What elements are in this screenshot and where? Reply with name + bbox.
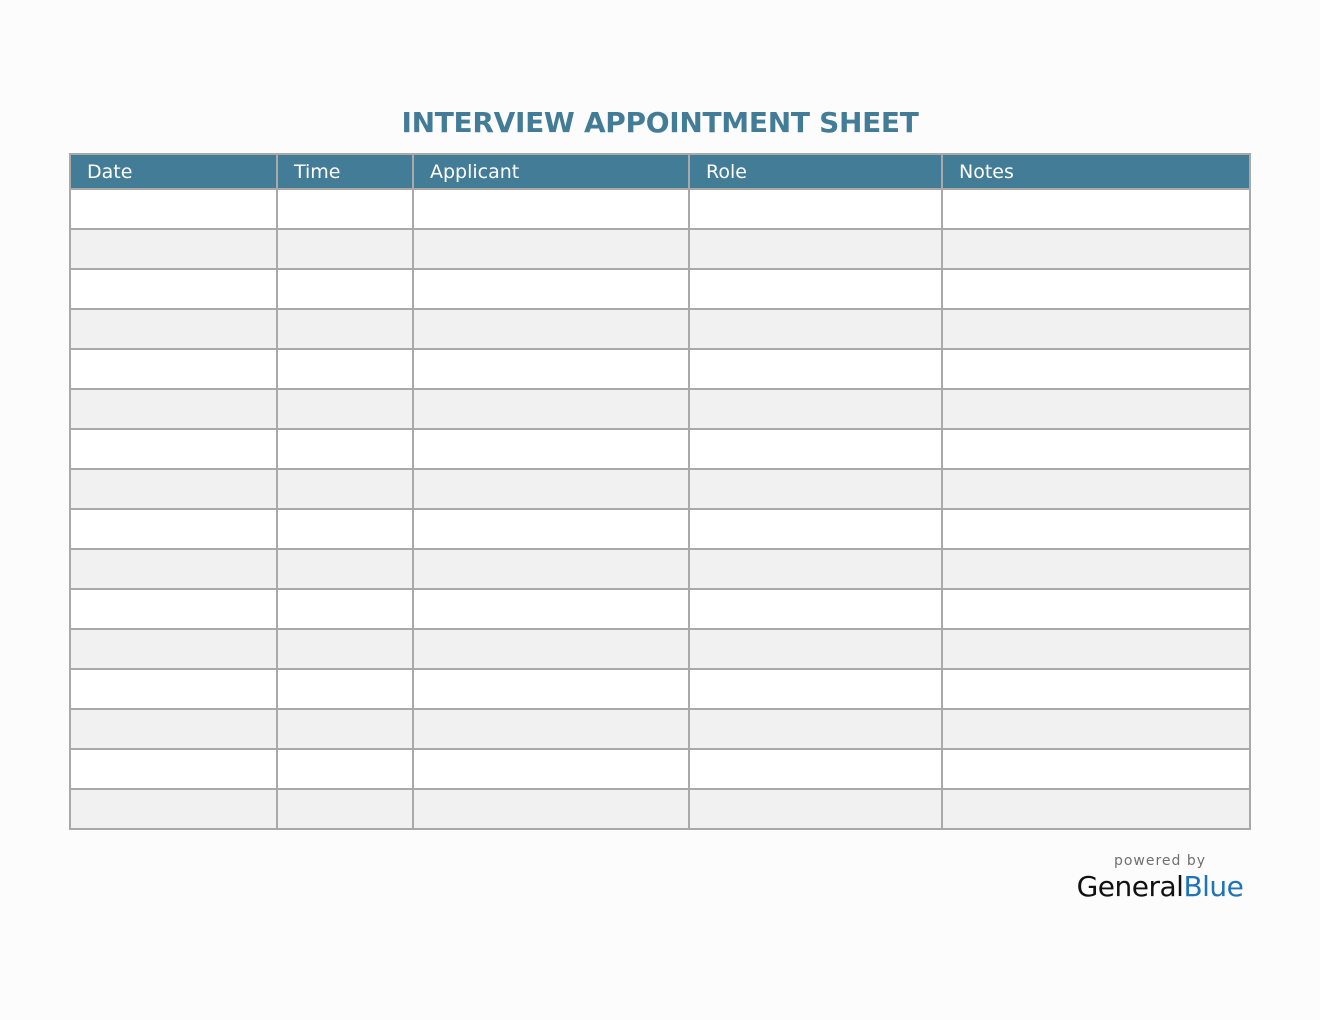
cell-applicant[interactable] (413, 509, 689, 549)
cell-date[interactable] (70, 189, 277, 229)
table-row (70, 389, 1250, 429)
page-title: INTERVIEW APPOINTMENT SHEET (401, 106, 919, 139)
table-body (70, 189, 1250, 829)
table-row (70, 189, 1250, 229)
cell-time[interactable] (277, 629, 413, 669)
table-row (70, 549, 1250, 589)
table-row (70, 309, 1250, 349)
cell-applicant[interactable] (413, 429, 689, 469)
table-row (70, 469, 1250, 509)
cell-applicant[interactable] (413, 789, 689, 829)
cell-time[interactable] (277, 349, 413, 389)
cell-date[interactable] (70, 509, 277, 549)
cell-applicant[interactable] (413, 669, 689, 709)
cell-applicant[interactable] (413, 389, 689, 429)
table-row (70, 629, 1250, 669)
cell-notes[interactable] (942, 309, 1250, 349)
cell-role[interactable] (689, 789, 942, 829)
cell-applicant[interactable] (413, 309, 689, 349)
cell-time[interactable] (277, 789, 413, 829)
table-row (70, 349, 1250, 389)
cell-time[interactable] (277, 389, 413, 429)
cell-date[interactable] (70, 549, 277, 589)
cell-applicant[interactable] (413, 629, 689, 669)
cell-date[interactable] (70, 229, 277, 269)
cell-notes[interactable] (942, 669, 1250, 709)
column-header-applicant: Applicant (413, 154, 689, 189)
cell-date[interactable] (70, 629, 277, 669)
column-header-time: Time (277, 154, 413, 189)
cell-time[interactable] (277, 229, 413, 269)
cell-applicant[interactable] (413, 749, 689, 789)
cell-date[interactable] (70, 749, 277, 789)
cell-date[interactable] (70, 309, 277, 349)
cell-date[interactable] (70, 469, 277, 509)
cell-notes[interactable] (942, 709, 1250, 749)
cell-applicant[interactable] (413, 269, 689, 309)
cell-date[interactable] (70, 349, 277, 389)
cell-notes[interactable] (942, 229, 1250, 269)
table-row (70, 509, 1250, 549)
cell-notes[interactable] (942, 389, 1250, 429)
cell-applicant[interactable] (413, 229, 689, 269)
branding (1060, 852, 1260, 904)
table-row (70, 749, 1250, 789)
powered-by-text: powered by (1113, 853, 1207, 869)
cell-role[interactable] (689, 269, 942, 309)
cell-date[interactable] (70, 589, 277, 629)
logo-text-blue: Blue (1183, 870, 1244, 903)
cell-applicant[interactable] (413, 549, 689, 589)
cell-role[interactable] (689, 309, 942, 349)
cell-applicant[interactable] (413, 189, 689, 229)
cell-role[interactable] (689, 389, 942, 429)
cell-applicant[interactable] (413, 589, 689, 629)
cell-notes[interactable] (942, 749, 1250, 789)
general-blue-logo (1060, 870, 1260, 904)
cell-applicant[interactable] (413, 709, 689, 749)
column-header-role: Role (689, 154, 942, 189)
cell-date[interactable] (70, 389, 277, 429)
table-row (70, 789, 1250, 829)
cell-notes[interactable] (942, 349, 1250, 389)
cell-role[interactable] (689, 549, 942, 589)
cell-role[interactable] (689, 509, 942, 549)
cell-notes[interactable] (942, 589, 1250, 629)
table-row (70, 269, 1250, 309)
cell-role[interactable] (689, 749, 942, 789)
cell-time[interactable] (277, 269, 413, 309)
cell-date[interactable] (70, 429, 277, 469)
cell-role[interactable] (689, 629, 942, 669)
cell-role[interactable] (689, 429, 942, 469)
cell-notes[interactable] (942, 629, 1250, 669)
appointment-table (69, 153, 1251, 830)
cell-role[interactable] (689, 709, 942, 749)
cell-notes[interactable] (942, 509, 1250, 549)
cell-notes[interactable] (942, 549, 1250, 589)
cell-applicant[interactable] (413, 469, 689, 509)
column-header-notes: Notes (942, 154, 1250, 189)
table-row (70, 669, 1250, 709)
cell-time[interactable] (277, 509, 413, 549)
cell-time[interactable] (277, 429, 413, 469)
cell-role[interactable] (689, 349, 942, 389)
table-row (70, 429, 1250, 469)
table-header-row (70, 154, 1250, 189)
cell-time[interactable] (277, 709, 413, 749)
cell-notes[interactable] (942, 469, 1250, 509)
cell-date[interactable] (70, 709, 277, 749)
cell-date[interactable] (70, 789, 277, 829)
table-row (70, 589, 1250, 629)
cell-notes[interactable] (942, 269, 1250, 309)
cell-time[interactable] (277, 749, 413, 789)
cell-notes[interactable] (942, 789, 1250, 829)
column-header-date: Date (70, 154, 277, 189)
cell-date[interactable] (70, 669, 277, 709)
table-row (70, 709, 1250, 749)
cell-role[interactable] (689, 589, 942, 629)
cell-time[interactable] (277, 549, 413, 589)
cell-time[interactable] (277, 589, 413, 629)
table-row (70, 229, 1250, 269)
cell-applicant[interactable] (413, 349, 689, 389)
cell-time[interactable] (277, 469, 413, 509)
cell-role[interactable] (689, 229, 942, 269)
cell-notes[interactable] (942, 429, 1250, 469)
cell-date[interactable] (70, 269, 277, 309)
cell-time[interactable] (277, 309, 413, 349)
cell-time[interactable] (277, 669, 413, 709)
cell-role[interactable] (689, 189, 942, 229)
cell-role[interactable] (689, 669, 942, 709)
cell-role[interactable] (689, 469, 942, 509)
logo-text-general: General (1076, 870, 1184, 903)
cell-notes[interactable] (942, 189, 1250, 229)
cell-time[interactable] (277, 189, 413, 229)
